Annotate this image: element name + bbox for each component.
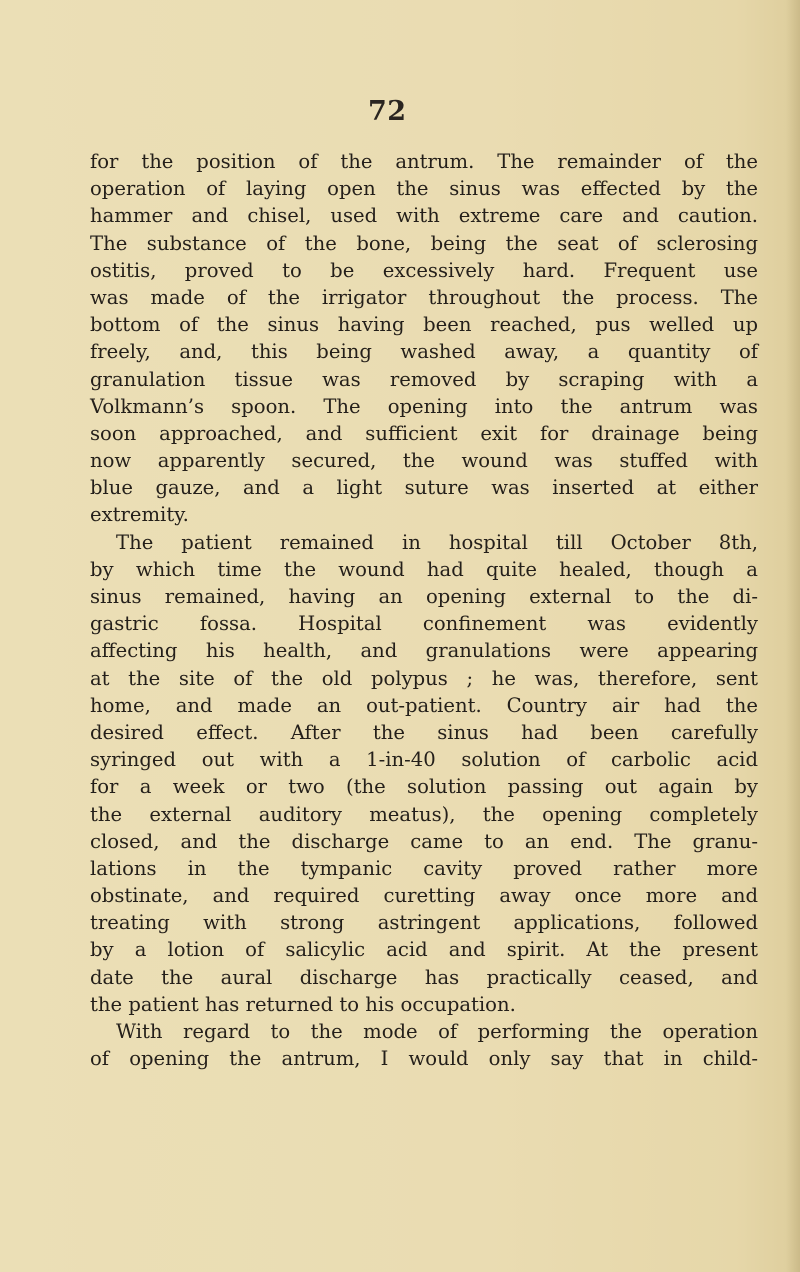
text-line: Volkmann’s spoon. The opening into the antrum was — [90, 394, 758, 418]
text-line: soon approached, and sufficient exit for drainage being — [90, 421, 758, 445]
text-line: affecting his health, and granulations were appearing — [90, 639, 758, 663]
text-line: granulation tissue was removed by scraping with a — [90, 367, 758, 391]
text-line: desired effect. After the sinus had been carefully — [90, 720, 758, 744]
text-line: lations in the tympanic cavity proved rather more — [90, 856, 758, 880]
text-line: was made of the irrigator throughout the process. The — [90, 285, 758, 309]
text-line: extremity. — [90, 503, 189, 527]
text-line: The patient remained in hospital till October 8th, — [116, 530, 758, 554]
text-line: for the position of the antrum. The remainder of the — [90, 150, 758, 173]
text-line: The substance of the bone, being the seat of sclerosing — [90, 231, 758, 255]
text-line: closed, and the discharge came to an end. The granu- — [90, 829, 758, 853]
text-line: by which time the wound had quite healed, though a — [90, 557, 758, 581]
text-line: the patient has returned to his occupation. — [90, 992, 516, 1016]
text-line: bottom of the sinus having been reached, pus welled up — [90, 313, 758, 337]
body-text — [90, 148, 758, 1072]
text-line: for a week or two (the solution passing out again by — [90, 775, 758, 799]
text-line: of opening the antrum, I would only say that in child- — [90, 1047, 758, 1071]
text-line: blue gauze, and a light suture was inserted at either — [90, 476, 758, 500]
text-line: the external auditory meatus), the opening completely — [90, 802, 758, 826]
text-line: by a lotion of salicylic acid and spirit. At the present — [90, 938, 758, 962]
text-line: home, and made an out-patient. Country air had the — [90, 693, 758, 717]
text-line: now apparently secured, the wound was stuffed with — [90, 449, 758, 473]
text-line: ostitis, proved to be excessively hard. Frequent use — [90, 258, 758, 282]
text-line: sinus remained, having an opening external to the di- — [90, 585, 758, 608]
text-line: freely, and, this being washed away, a quantity of — [90, 340, 758, 364]
page-edge-shadow — [786, 0, 800, 1272]
text-line: syringed out with a 1-in-40 solution of carbolic acid — [90, 748, 758, 772]
page-number: 72 — [368, 96, 407, 127]
text-line: at the site of the old polypus ; he was, therefore, sent — [90, 666, 758, 690]
text-line: gastric fossa. Hospital confinement was evidently — [90, 612, 758, 636]
text-line: With regard to the mode of performing the operation — [116, 1020, 758, 1043]
text-line: operation of laying open the sinus was effected by the — [90, 177, 758, 201]
text-line: obstinate, and required curetting away once more and — [90, 884, 758, 908]
text-line: hammer and chisel, used with extreme care and caution. — [90, 204, 758, 228]
text-line: date the aural discharge has practically ceased, and — [90, 965, 758, 989]
text-line: treating with strong astringent applications, followed — [90, 911, 758, 935]
